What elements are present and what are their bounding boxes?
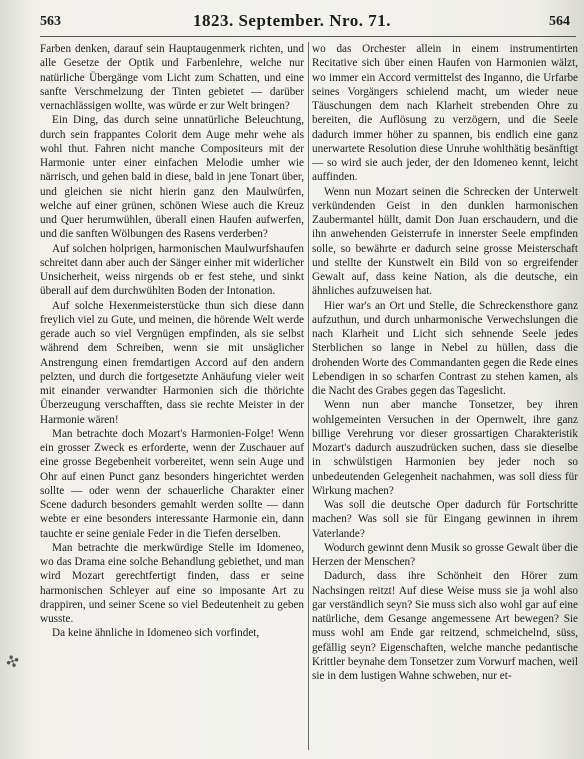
right-column [312, 42, 578, 752]
paragraph: Hier war's an Ort und Stelle, die Schreckensthore ganz aufzuthun, und durch unharmonische Verwechslungen die nach Klarheit und Licht sich sehnende Seele jedes Sterblichen so lange in Nebel zu hüllen, dass die drohenden Worte des Commandanten gegen die Rede eines Lebendigen in so scharfen Contrast zu stehen kamen, als die Nacht des Grabes gegen das Tageslicht. [312, 299, 578, 397]
page-header [0, 6, 584, 32]
margin-mark-icon: ✣ [3, 650, 23, 673]
paragraph: Was soll die deutsche Oper dadurch für Fortschritte machen? Was soll sie für Eingang gewinnen in ihrem Vaterlande? [312, 499, 578, 540]
paragraph: Da keine ähnliche in Idomeneo sich vorfindet, [52, 627, 260, 640]
running-title: 1823. September. Nro. 71. [192, 11, 392, 30]
paragraph: wo das Orchester allein in einem instrumentirten Recitative sich über einen Haufen von Harmonien wälzt, wo immer ein Accord vermittelst des Inganno, die Urfarbe seines Vorgängers schielend macht, um wieder neue Täuschungen dem nach Klarheit strebenden Ohre zu bereiten, die Auflösung zu verzögern, und die Seele dadurch immer höher zu spannen, bis endlich eine ganz unerwartete Resolution diese Unruhe wohlthätig besänftigt — so wird sie auch jeder, der den Idomeneo kennt, leicht auffinden. [312, 43, 578, 184]
paragraph: Wodurch gewinnt denn Musik so grosse Gewalt über die Herzen der Menschen? [312, 541, 578, 568]
page-number-right: 564 [549, 14, 570, 29]
paragraph: Man betrachte doch Mozart's Harmonien-Folge! Wenn ein grosser Zweck es erforderte, wenn der Zuschauer auf eine grosse Begebenheit vorbereitet, wenn sein Auge und Ohr auf einen Punct ganz besonders hingerichtet werden sollte — oder wenn der schauerliche Charakter einer Scene dadurch besonders gemahlt werden sollte — dann webte er eine besonders interessante Harmonie ein, dann tauchte er seine geniale Feder in die Tiefen derselben. [40, 427, 304, 540]
paragraph: Man betrachte die merkwürdige Stelle im Idomeneo, wo das Drama eine solche Behandlung gebiethet, und man wird Mozart gerechtfertigt finden, dass er seine harmonischen Schleyer auf eine so imposante Art zu drappiren, und seiner Scene so viel Bedeutenheit zu geben wusste. [40, 541, 304, 625]
paragraph: Wenn nun aber manche Tonsetzer, bey ihren wohlgemeinten Versuchen in der Opernwelt, ihre ganz billige Verehrung vor dieser grossartigen Charakteristik Mozart's dadurch auszudrücken suchen, dass sie dieselbe in schwülstigen Harmonien bey jeder noch so unbedeutenden Gelegenheit nachahmen, was soll diess für Wirkung machen? [312, 399, 578, 497]
paragraph: Auf solchen holprigen, harmonischen Maulwurfshaufen schreitet dann aber auch der Sänger einher mit widerlicher Unsicherheit, weiss nirgends ob er fest stehe, und sinkt überall auf dem durchwühlten Boden der Intonation. [40, 242, 304, 298]
left-column [40, 42, 304, 752]
paragraph: Auf solche Hexenmeisterstücke thun sich diese dann freylich viel zu Gute, und meinen, die hörende Welt werde gerade auch so viel Vergnügen empfinden, als sie selbst während dem Schreiben, wenn sie mit unsäglicher Anstrengung einen fremdartigen Accord auf den andern pelzten, und durch die fortgesetzte Anhäufung vieler weit mit einander verwandter Harmonien sich die thörichte Überzeugung verschafften, dass sie rechte Meister in der Harmonie wären! [40, 299, 304, 426]
column-divider [308, 42, 309, 750]
paragraph: Wenn nun Mozart seinen die Schrecken der Unterwelt verkündenden Geist in den dunklen harmonischen Zaubermantel hüllt, damit Don Juan erschaudern, und die ihn anwehenden Geisterrufe in innerster Seele empfinden solle, so bewährte er dadurch seine grosse Meisterschaft und stellte der Kunstwelt ein Bild von so ergreifender Gewalt auf, dass keine Nation, als die deutsche, ein ähnliches aufzuweisen hat. [312, 185, 578, 298]
page-number-left: 563 [40, 14, 61, 29]
paragraph: Dadurch, dass ihre Schönheit den Hörer zum Nachsingen reitzt! Auf diese Weise muss sie ja wohl also gar verständlich seyn? Sie muss sich also wohl gar auf eine natürliche, dem Gesange angemessene Art bewegen? Sie muss wohl am Ende gar reitzend, schmeichelnd, süss, gefällig seyn? Eigenschaften, welche manche pedantische Krittler beynahe dem Tonsetzer zum Vorwurf machen, weil sie in dem lustigen Wahne schweben, nur et- [312, 570, 578, 682]
paragraph: Farben denken, darauf sein Hauptaugenmerk richten, und alle Gesetze der Optik und Farbenlehre, welche nur natürliche Übergänge vom Licht zum Schatten, und eine sanfte Verschmelzung der Tinten gebietet — darüber vernachlässigen wollte, was würde er zur Welt bringen? [40, 43, 304, 112]
paragraph: Ein Ding, das durch seine unnatürliche Beleuchtung, durch sein frappantes Colorit dem Auge mehr wehe als wohl thut. Fahren nicht manche Compositeurs mit der Harmonie unter einer einfachen Melodie umher wie närrisch, und gehen bald in diese, bald in jene Tonart über, und gleichen sie nicht hierin ganz den Maulwürfen, welche auf einer grünen, schönen Wiese auch die Kreuz und Quer herumwühlen, überall einen Haufen aufwerfen, und die sanften Wölbungen des Rasens verderben? [40, 114, 304, 241]
header-rule [40, 36, 576, 37]
